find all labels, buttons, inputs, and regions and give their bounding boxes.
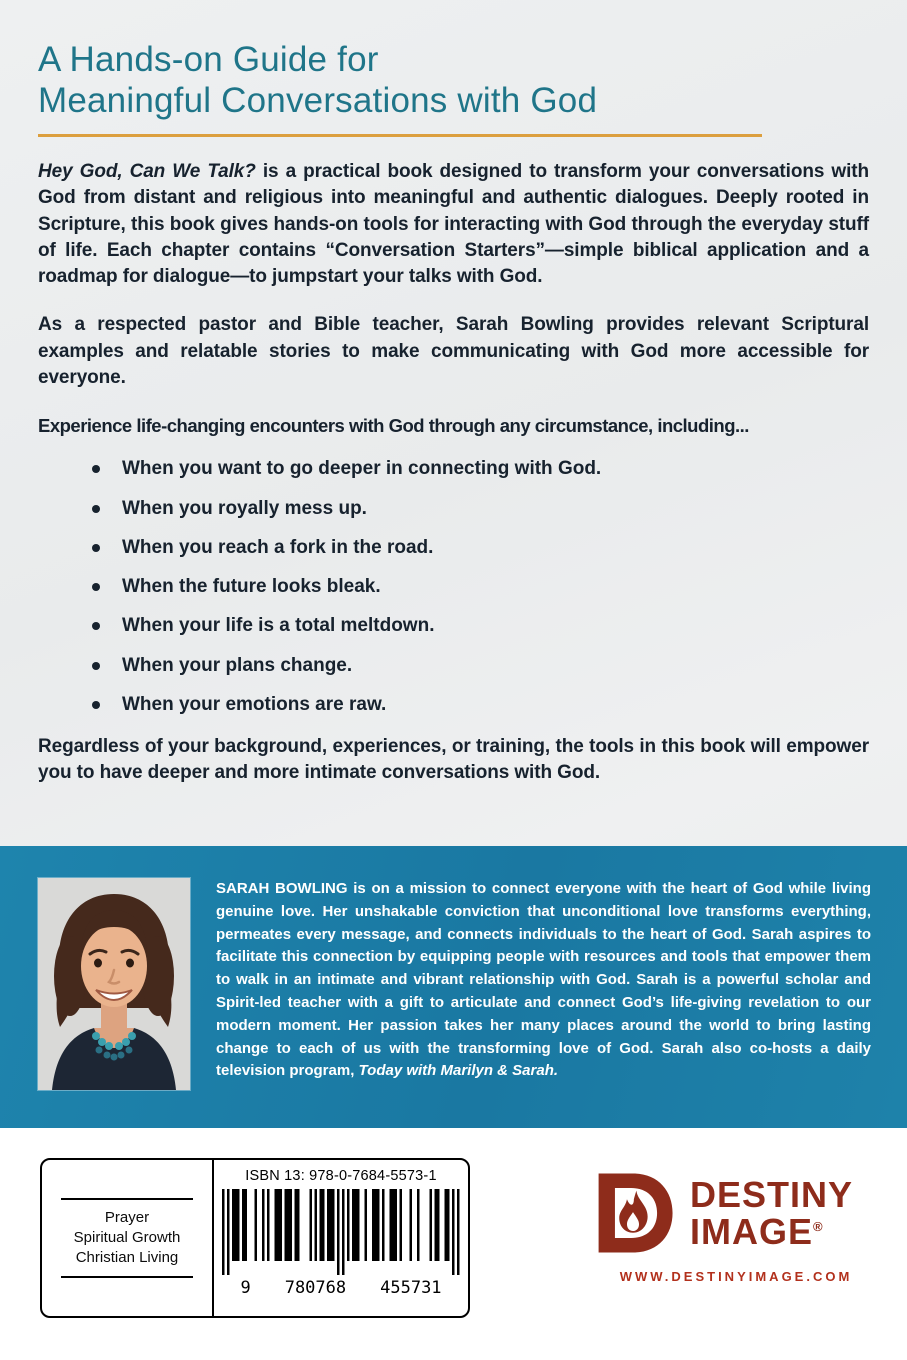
publisher-logo (590, 1170, 882, 1256)
page-title (38, 40, 869, 121)
title-line-1: A Hands-on Guide for (38, 40, 379, 79)
author-bio-band (0, 846, 907, 1128)
bullet-item: When your life is a total meltdown. (90, 613, 869, 639)
barcode-bars (222, 1189, 460, 1275)
publisher-name-line2-text: IMAGE (690, 1211, 814, 1252)
category-panel (42, 1160, 214, 1316)
experience-paragraph: Experience life-changing encounters with God through any circumstance, including... (38, 414, 749, 436)
barcode-panel (214, 1160, 468, 1316)
author-photo (38, 878, 190, 1090)
category-label: Spiritual Growth (73, 1228, 181, 1246)
publisher-block (590, 1170, 882, 1284)
publisher-name (690, 1173, 854, 1252)
destiny-image-flame-d-icon (590, 1170, 676, 1256)
intro-paragraph-text: is a practical book designed to transform your conversations with God from distant and religious into meaningful and authentic dialogues. Deeply rooted in Scripture, this book gives hands-on tools for interacting with God through the everyday stuff of life. Each chapter contains “Conversation Starters”—simple biblical application and a roadmap for dialogue—to jumpstart your talks with God. (38, 161, 869, 288)
publisher-name-line2 (690, 1213, 853, 1250)
author-credentials-paragraph: As a respected pastor and Bible teacher, Sarah Bowling provides relevant Scriptural examples and relatable stories to make communicating with God more accessible for everyone. (38, 314, 869, 388)
publisher-name-line1: DESTINY (690, 1173, 854, 1215)
author-portrait-illustration (38, 878, 190, 1090)
closing-paragraph: Regardless of your background, experiences, or training, the tools in this book will empower you to have deeper and more intimate conversations with God. (38, 735, 869, 784)
bottom-strip (0, 1128, 907, 1360)
barcode-digit-group: 780768 (284, 1278, 347, 1298)
intro-paragraph (38, 159, 869, 290)
bio-body: is on a mission to connect everyone with the heart of God while living genuine love. Her unshakable conviction that unconditional love transforms everything, permeates every message, and connects individuals to the heart of God. Sarah aspires to facilitate this connection by equipping people with resources and tools that empower them to walk in an intimate and vibrant relationship with God. Sarah is a powerful scholar and Spirit-led teacher with a gift to articulate and connect God’s life-giving revelation to our modern moment. Her passion takes her many places around the world to bring lasting change to each of us with the transforming love of God. Sarah also co-hosts a daily television program, (216, 880, 871, 1080)
bullet-list (90, 456, 869, 718)
category-label: Prayer (104, 1208, 150, 1226)
gold-divider (38, 134, 762, 137)
barcode-digit-group: 455731 (380, 1278, 442, 1298)
title-line-2: Meaningful Conversations with God (38, 80, 598, 120)
bullet-item: When you reach a fork in the road. (90, 535, 869, 561)
tv-program-title: Today with Marilyn & Sarah. (358, 1062, 559, 1080)
registered-mark: ® (813, 1219, 823, 1234)
bullet-item: When you royally mess up. (90, 496, 869, 522)
bullet-item: When the future looks bleak. (90, 574, 869, 600)
bullet-item: When your plans change. (90, 653, 869, 679)
publisher-website: WWW.DESTINYIMAGE.COM (619, 1269, 853, 1284)
book-title-italic: Hey God, Can We Talk? (38, 161, 256, 183)
category-label: Christian Living (75, 1249, 179, 1267)
author-bio-text (216, 878, 871, 1128)
barcode-digits (240, 1278, 441, 1298)
isbn-label: ISBN 13: 978-0-7684-5573-1 (245, 1168, 437, 1184)
barcode-digit-group: 9 (240, 1278, 251, 1298)
category-list (61, 1198, 193, 1279)
barcode-box (40, 1158, 470, 1318)
author-name: SARAH BOWLING (216, 880, 348, 897)
bullet-item: When you want to go deeper in connecting with God. (90, 456, 869, 482)
bullet-item: When your emotions are raw. (90, 692, 869, 718)
